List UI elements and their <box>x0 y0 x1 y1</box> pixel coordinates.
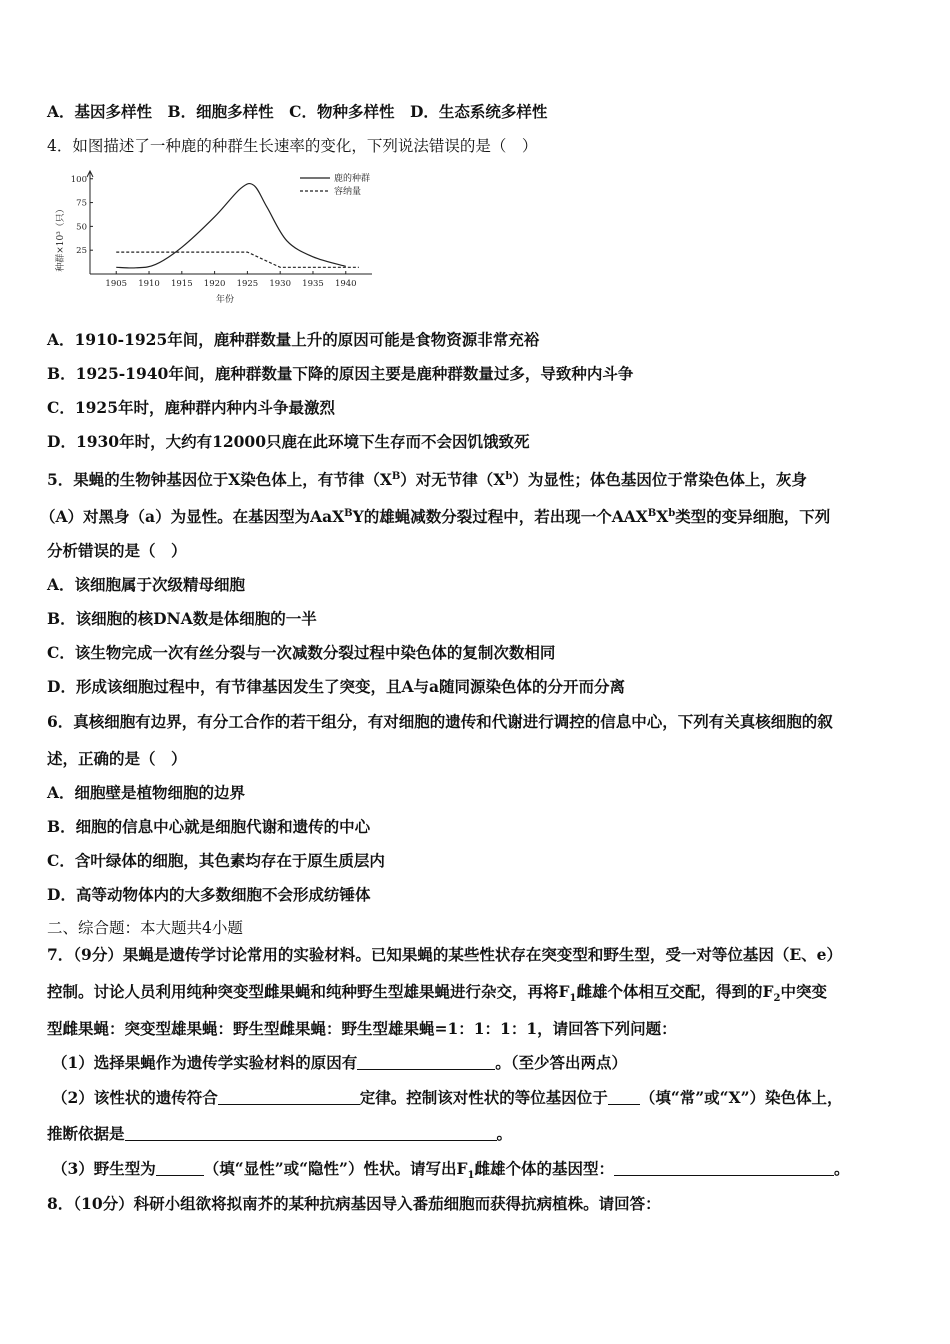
q5-option-a: A．该细胞属于次级精母细胞 <box>47 575 246 594</box>
q6-option-d: D．高等动物体内的大多数细胞不会形成纺锤体 <box>47 885 371 904</box>
q4-stem: 4．如图描述了一种鹿的种群生长速率的变化，下列说法错误的是（ ） <box>47 137 538 155</box>
q7-part2-line2: 推断依据是 。 <box>47 1124 513 1143</box>
x-tick-label: 1915 <box>170 279 193 289</box>
q7-part3: （3）野生型为 （填“显性”或“隐性”）性状。请写出$F_1$雌雄个体的基因型： 。 <box>52 1159 850 1182</box>
q6-option-c: C．含叶绿体的细胞，其色素均存在于原生质层内 <box>47 851 385 870</box>
q7-stem-line1: 7．（9分）果蝇是遗传学讨论常用的实验材料。已知果蝇的某些性状存在突变型和野生型，受一对等位基因（E、e） <box>47 945 842 964</box>
q7-part2-chromosome-blank <box>608 1089 640 1105</box>
q8-stem: 8．（10分）科研小组欲将拟南芥的某种抗病基因导入番茄细胞而获得抗病植株。请回答： <box>47 1194 661 1213</box>
x-tick-label: 1930 <box>269 279 292 289</box>
y-tick-label: 100 <box>70 174 87 185</box>
y-tick-label: 75 <box>76 198 87 209</box>
x-tick-label: 1905 <box>105 279 128 289</box>
q7-part1-answer-blank <box>357 1054 495 1070</box>
q4-option-c: C．1925年时，鹿种群内种内斗争最激烈 <box>47 398 335 417</box>
y-tick-label: 25 <box>76 246 87 257</box>
q7-part2: （2）该性状的遗传符合 定律。控制该对性状的等位基因位于 （填“常”或“X”）染色体上， <box>52 1088 843 1107</box>
x-tick-label: 1910 <box>138 279 160 289</box>
q7-part3-trait-blank <box>156 1160 204 1176</box>
q6-stem-line1: 6．真核细胞有边界，有分工合作的若干组分，有对细胞的遗传和代谢进行调控的信息中心，下列有关真核细胞的叙 <box>47 712 833 731</box>
q5-option-c: C．该生物完成一次有丝分裂与一次减数分裂过程中染色体的复制次数相同 <box>47 643 556 662</box>
chart-legend <box>300 172 370 197</box>
q4-option-b: B．1925-1940年间，鹿种群数量下降的原因主要是鹿种群数量过多，导致种内斗争 <box>47 364 634 383</box>
chart-x-axis-label: 年份 <box>215 295 235 305</box>
q6-stem-line2: 述，正确的是（ ） <box>47 749 187 768</box>
q3-options: A．基因多样性 B．细胞多样性 C．物种多样性 D．生态系统多样性 <box>47 102 548 121</box>
chart-y-axis-label: 种群×10³（只） <box>56 204 66 272</box>
q4-option-a: A．1910-1925年间，鹿种群数量上升的原因可能是食物资源非常充裕 <box>47 330 540 349</box>
deer-population-chart <box>52 168 382 308</box>
q4-option-d: D．1930年时，大约有12000只鹿在此环境下生存而不会因饥饿致死 <box>47 432 530 451</box>
x-tick-label: 1920 <box>203 279 226 289</box>
q7-stem-line2: 控制。讨论人员利用纯种突变型雌果蝇和纯种野生型雄果蝇进行杂交，再将$F_1$雌雄个体相互交配，得到的$F_2$中突变 <box>47 982 827 1005</box>
section2-title: 二、综合题：本大题共4小题 <box>47 919 243 937</box>
x-tick-label: 1935 <box>302 279 324 289</box>
legend-label: 容纳量 <box>334 187 362 197</box>
series-line-solid <box>116 184 346 268</box>
chart-axes <box>87 171 372 274</box>
chart-series <box>116 184 362 268</box>
q7-part2-reason-blank <box>125 1125 497 1141</box>
q6-option-a: A．细胞壁是植物细胞的边界 <box>47 783 246 802</box>
q5-stem-line2: （A）对黑身（a）为显性。在基因型为AaX$^B$Y的雄蝇减数分裂过程中，若出现一个$AAX^BX^b$类型的变异细胞，下列 <box>40 507 831 527</box>
legend-label: 鹿的种群 <box>334 174 371 184</box>
x-tick-label: 1925 <box>236 279 259 289</box>
x-tick-label: 1940 <box>334 279 357 289</box>
chart-ticks <box>71 175 357 289</box>
q6-option-b: B．细胞的信息中心就是细胞代谢和遗传的中心 <box>47 817 371 836</box>
q5-stem-line3: 分析错误的是（ ） <box>47 541 187 560</box>
q7-part3-genotype-blank <box>614 1160 834 1176</box>
q5-stem-line1: 5．果蝇的生物钟基因位于X染色体上，有节律$(X^B)$对无节律$(X^b)$为显性；体色基因位于常染色体上，灰身 <box>47 470 807 490</box>
q7-part2-law-blank <box>218 1089 360 1105</box>
q5-option-b: B．该细胞的核DNA数是体细胞的一半 <box>47 609 317 628</box>
y-tick-label: 50 <box>76 222 87 233</box>
q5-option-d: D．形成该细胞过程中，有节律基因发生了突变，且A与a随同源染色体的分开而分离 <box>47 677 626 696</box>
q7-part1: （1）选择果蝇作为遗传学实验材料的原因有 。（至少答出两点） <box>52 1053 628 1072</box>
q7-stem-line3: 型雌果蝇：突变型雄果蝇：野生型雌果蝇：野生型雄果蝇=1：1：1：1，请回答下列问题： <box>47 1019 677 1038</box>
